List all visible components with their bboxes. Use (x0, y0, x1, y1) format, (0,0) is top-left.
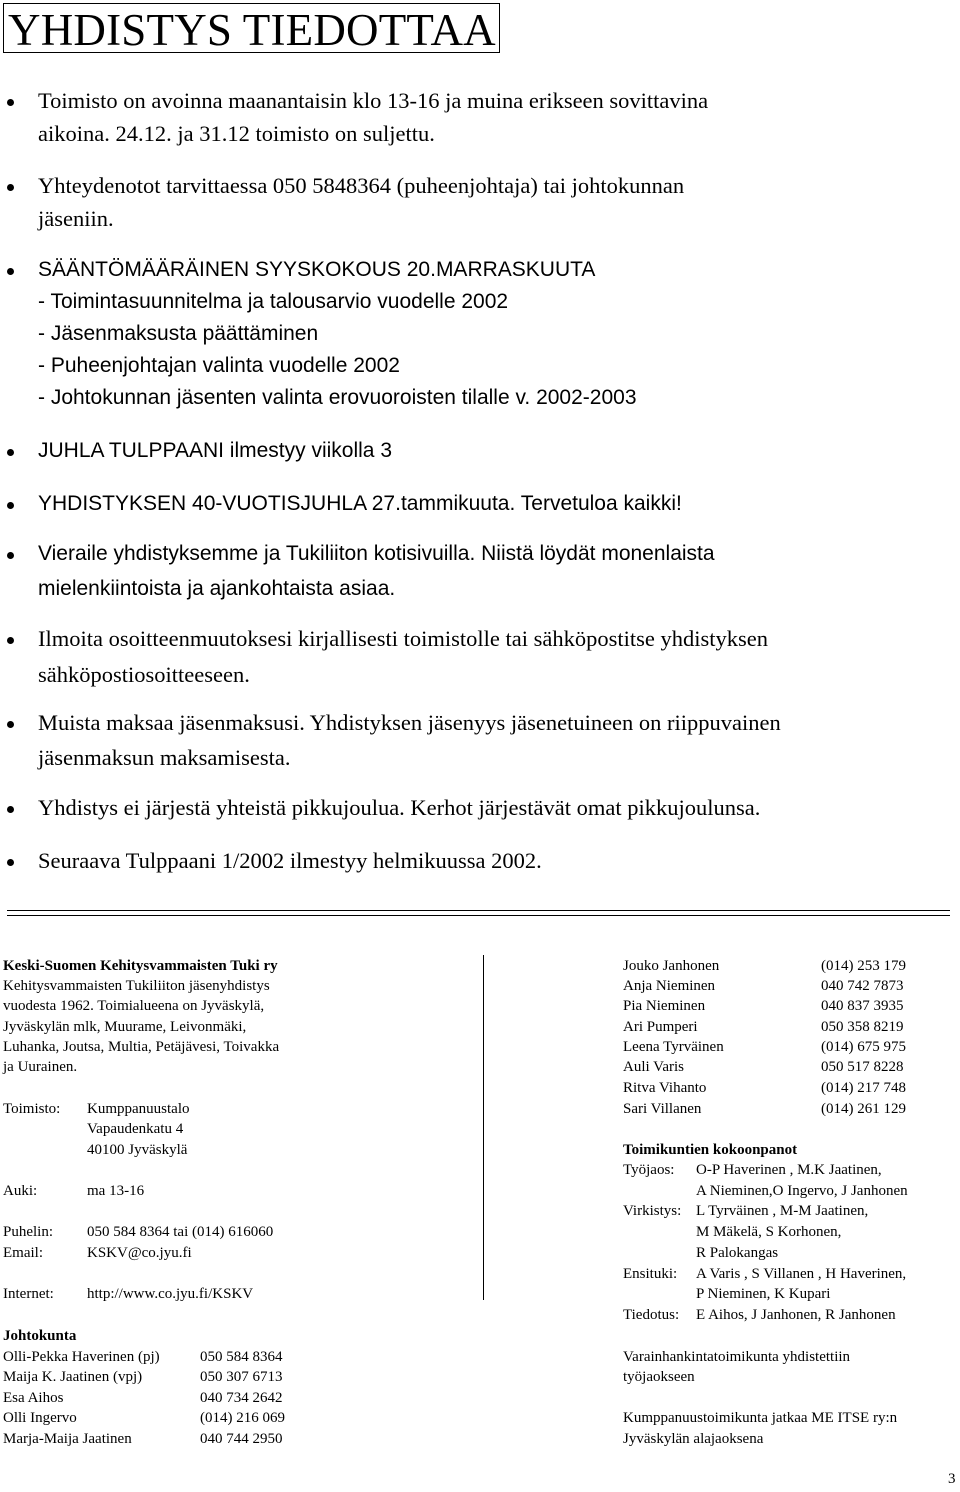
page-number: 3 (948, 1471, 956, 1487)
list-item-line: Ilmoita osoitteenmuutoksesi kirjallisesti toimistolle tai sähköpostitse yhdistyksen (38, 626, 768, 651)
list-item-line: Muista maksaa jäsenmaksusi. Yhdistyksen jäsenyys jäsenetuineen on riippuvainen (38, 710, 781, 735)
committee-members: M Mäkelä, S Korhonen, (696, 1224, 842, 1240)
board-member-name: Maija K. Jaatinen (vpj) (3, 1369, 143, 1385)
contact-name: Leena Tyrväinen (623, 1039, 724, 1055)
list-item-line: SÄÄNTÖMÄÄRÄINEN SYYSKOKOUS 20.MARRASKUUTA (38, 258, 596, 281)
org-desc-line: Jyväskylän mlk, Muurame, Leivonmäki, (3, 1019, 247, 1035)
contact-phone: 040 837 3935 (821, 998, 904, 1014)
contact-phone: 050 358 8219 (821, 1019, 904, 1035)
bullet-icon (7, 268, 14, 275)
contact-phone: (014) 217 748 (821, 1080, 906, 1096)
board-member-phone: 040 734 2642 (200, 1390, 283, 1406)
email-label: Email: (3, 1245, 43, 1261)
org-desc-line: Luhanka, Joutsa, Multia, Petäjävesi, Toivakka (3, 1039, 280, 1055)
page-title: YHDISTYS TIEDOTTAA (8, 5, 496, 55)
separator-line-bottom (7, 915, 950, 916)
office-line: Kumppanuustalo (87, 1101, 190, 1117)
contact-name: Ritva Vihanto (623, 1080, 707, 1096)
committee-label: Ensituki: (623, 1266, 678, 1282)
bullet-icon (7, 184, 14, 191)
contact-phone: (014) 675 975 (821, 1039, 906, 1055)
partnership-note: Jyväskylän alajaoksena (623, 1431, 764, 1447)
board-member-phone: 040 744 2950 (200, 1431, 283, 1447)
list-item-line: - Johtokunnan jäsenten valinta erovuoroisten tilalle v. 2002-2003 (38, 386, 637, 409)
bullet-icon (7, 502, 14, 509)
internet-label: Internet: (3, 1286, 54, 1302)
committees-title: Toimikuntien kokoonpanot (623, 1142, 798, 1158)
office-line: Vapaudenkatu 4 (87, 1121, 184, 1137)
committee-members: A Nieminen,O Ingervo, J Janhonen (696, 1183, 908, 1199)
contact-name: Auli Varis (623, 1059, 684, 1075)
contact-phone: (014) 253 179 (821, 958, 906, 974)
list-item-line: mielenkiintoista ja ajankohtaista asiaa. (38, 577, 396, 600)
list-item-line: jäsenmaksun maksamisesta. (38, 745, 291, 770)
list-item-line: - Toimintasuunnitelma ja talousarvio vuodelle 2002 (38, 290, 509, 313)
partnership-note: Kumppanuustoimikunta jatkaa ME ITSE ry:n (623, 1410, 898, 1426)
list-item-line: aikoina. 24.12. ja 31.12 toimisto on suljettu. (38, 121, 435, 146)
bullet-icon (7, 859, 14, 866)
list-item-line: Seuraava Tulppaani 1/2002 ilmestyy helmikuussa 2002. (38, 848, 542, 873)
list-item-line: sähköpostiosoitteeseen. (38, 662, 250, 687)
bullet-icon (7, 806, 14, 813)
committee-members: L Tyrväinen , M-M Jaatinen, (696, 1203, 869, 1219)
board-title: Johtokunta (3, 1328, 77, 1344)
contact-phone: (014) 261 129 (821, 1101, 906, 1117)
committee-label: Virkistys: (623, 1203, 682, 1219)
list-item-line: Yhdistys ei järjestä yhteistä pikkujoulua. Kerhot järjestävät omat pikkujoulunsa. (38, 795, 761, 820)
phone-label: Puhelin: (3, 1224, 54, 1240)
bullet-icon (7, 99, 14, 106)
bullet-icon (7, 721, 14, 728)
committee-members: E Aihos, J Janhonen, R Janhonen (696, 1307, 896, 1323)
list-item-line: - Jäsenmaksusta päättäminen (38, 322, 319, 345)
committee-members: R Palokangas (696, 1245, 779, 1261)
list-item-line: JUHLA TULPPAANI ilmestyy viikolla 3 (38, 439, 392, 462)
board-member-name: Esa Aihos (3, 1390, 64, 1406)
org-desc-line: ja Uurainen. (3, 1059, 78, 1075)
list-item-line: Yhteydenotot tarvittaessa 050 5848364 (puheenjohtaja) tai johtokunnan (38, 173, 685, 198)
contact-phone: 040 742 7873 (821, 978, 904, 994)
contact-name: Jouko Janhonen (623, 958, 720, 974)
list-item-line: Toimisto on avoinna maanantaisin klo 13-16 ja muina erikseen sovittavina (38, 88, 709, 113)
bullet-icon (7, 637, 14, 644)
office-line: 40100 Jyväskylä (87, 1142, 188, 1158)
contact-name: Anja Nieminen (623, 978, 716, 994)
office-label: Toimisto: (3, 1101, 61, 1117)
committee-members: O-P Haverinen , M.K Jaatinen, (696, 1162, 882, 1178)
open-label: Auki: (3, 1183, 38, 1199)
bullet-icon (7, 449, 14, 456)
committee-label: Työjaos: (623, 1162, 675, 1178)
contact-name: Ari Pumperi (623, 1019, 698, 1035)
open-value: ma 13-16 (87, 1183, 145, 1199)
column-divider (483, 955, 484, 1300)
org-desc-line: vuodesta 1962. Toimialueena on Jyväskylä, (3, 998, 265, 1014)
email-value: KSKV@co.jyu.fi (87, 1245, 192, 1261)
list-item-line: YHDISTYKSEN 40-VUOTISJUHLA 27.tammikuuta. Tervetuloa kaikki! (38, 492, 682, 515)
board-member-phone: (014) 216 069 (200, 1410, 285, 1426)
contact-name: Pia Nieminen (623, 998, 706, 1014)
board-member-name: Olli Ingervo (3, 1410, 77, 1426)
title-box (3, 3, 500, 53)
fundraising-note: työjaokseen (623, 1369, 695, 1385)
org-desc-line: Kehitysvammaisten Tukiliiton jäsenyhdistys (3, 978, 270, 994)
list-item-line: Vieraile yhdistyksemme ja Tukiliiton kotisivuilla. Niistä löydät monenlaista (38, 542, 715, 565)
committee-members: A Varis , S Villanen , H Haverinen, (696, 1266, 907, 1282)
fundraising-note: Varainhankintatoimikunta yhdistettiin (623, 1349, 851, 1365)
internet-value: http://www.co.jyu.fi/KSKV (87, 1286, 254, 1302)
committee-label: Tiedotus: (623, 1307, 680, 1323)
board-member-phone: 050 584 8364 (200, 1349, 283, 1365)
phone-value: 050 584 8364 tai (014) 616060 (87, 1224, 274, 1240)
contact-name: Sari Villanen (623, 1101, 702, 1117)
board-member-name: Marja-Maija Jaatinen (3, 1431, 132, 1447)
org-name: Keski-Suomen Kehitysvammaisten Tuki ry (3, 958, 278, 974)
contact-phone: 050 517 8228 (821, 1059, 904, 1075)
separator-line-top (7, 910, 950, 911)
list-item-line: jäseniin. (38, 206, 114, 231)
list-item-line: - Puheenjohtajan valinta vuodelle 2002 (38, 354, 400, 377)
bullet-icon (7, 552, 14, 559)
committee-members: P Nieminen, K Kupari (696, 1286, 831, 1302)
board-member-name: Olli-Pekka Haverinen (pj) (3, 1349, 160, 1365)
board-member-phone: 050 307 6713 (200, 1369, 283, 1385)
